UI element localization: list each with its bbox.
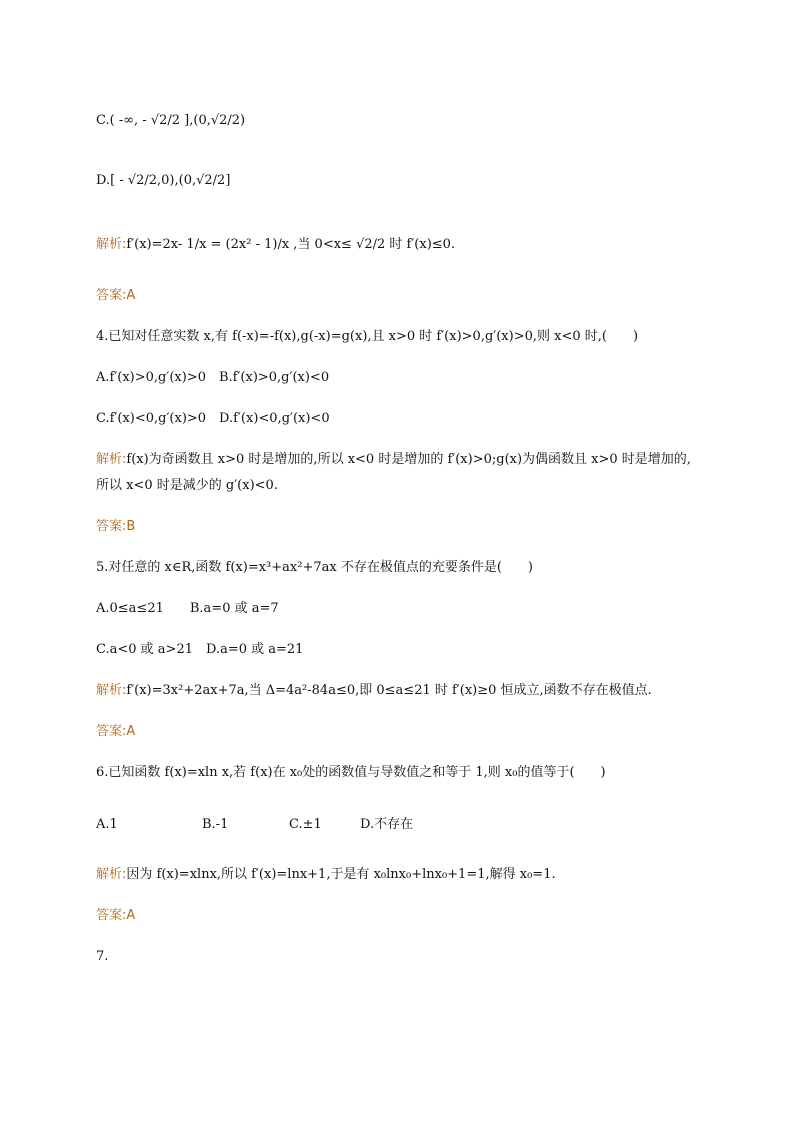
q4-answer: 答案:B (96, 519, 136, 534)
q5-options-ab: A.0≤a≤21 B.a=0 或 a=7 (96, 601, 279, 616)
solution-label: 解析: (96, 237, 127, 252)
solution-text: f(x)为奇函数且 x>0 时是增加的,所以 x<0 时是增加的 f′(x)>0;g(x)为偶函数且 x>0 时是增加的, (126, 452, 691, 467)
q5-answer: 答案:A (96, 724, 136, 739)
solution-text: 因为 f(x)=xlnx,所以 f′(x)=lnx+1,于是有 x₀lnx₀+lnx₀+1=1,解得 x₀=1. (126, 867, 556, 882)
q5-solution (96, 682, 652, 700)
solution-label: 解析: (96, 452, 127, 467)
q6-solution (96, 866, 556, 884)
q3-solution (96, 236, 455, 254)
d-option: D.[ - √2/2,0),(0,√2/2] (96, 173, 231, 188)
q6-stem: 6.已知函数 f(x)=xln x,若 f(x)在 x₀处的函数值与导数值之和等于 1,则 x₀的值等于( ) (96, 765, 606, 780)
q5-options-cd: C.a<0 或 a>21 D.a=0 或 a=21 (96, 642, 304, 657)
q5-stem: 5.对任意的 x∈R,函数 f(x)=x³+ax²+7ax 不存在极值点的充要条件是( ) (96, 560, 533, 575)
q3-answer: 答案:A (96, 288, 136, 303)
solution-label: 解析: (96, 867, 127, 882)
q4-solution (96, 451, 691, 469)
q7-number: 7. (96, 949, 109, 964)
q6-option-b: B.-1 (202, 817, 229, 832)
q6-option-c: C.±1 (289, 817, 322, 832)
solution-text: f′(x)=3x²+2ax+7a,当 Δ=4a²-84a≤0,即 0≤a≤21 时 f′(x)≥0 恒成立,函数不存在极值点. (126, 683, 652, 698)
solution-label: 解析: (96, 683, 127, 698)
q4-solution-cont: 所以 x<0 时是减少的 g′(x)<0. (96, 478, 278, 493)
q6-option-a: A.1 (96, 817, 118, 832)
q6-option-d: D.不存在 (360, 817, 414, 832)
q6-answer: 答案:A (96, 908, 136, 923)
solution-text: f′(x)=2x- 1/x = (2x² - 1)/x ,当 0<x≤ √2/2 时 f′(x)≤0. (126, 237, 456, 252)
c-option: C.( -∞, - √2/2 ],(0,√2/2) (96, 113, 246, 128)
q4-options-ab: A.f′(x)>0,g′(x)>0 B.f′(x)>0,g′(x)<0 (96, 370, 330, 385)
q4-options-cd: C.f′(x)<0,g′(x)>0 D.f′(x)<0,g′(x)<0 (96, 411, 330, 426)
q4-stem: 4.已知对任意实数 x,有 f(-x)=-f(x),g(-x)=g(x),且 x>0 时 f′(x)>0,g′(x)>0,则 x<0 时,( ) (96, 329, 639, 344)
